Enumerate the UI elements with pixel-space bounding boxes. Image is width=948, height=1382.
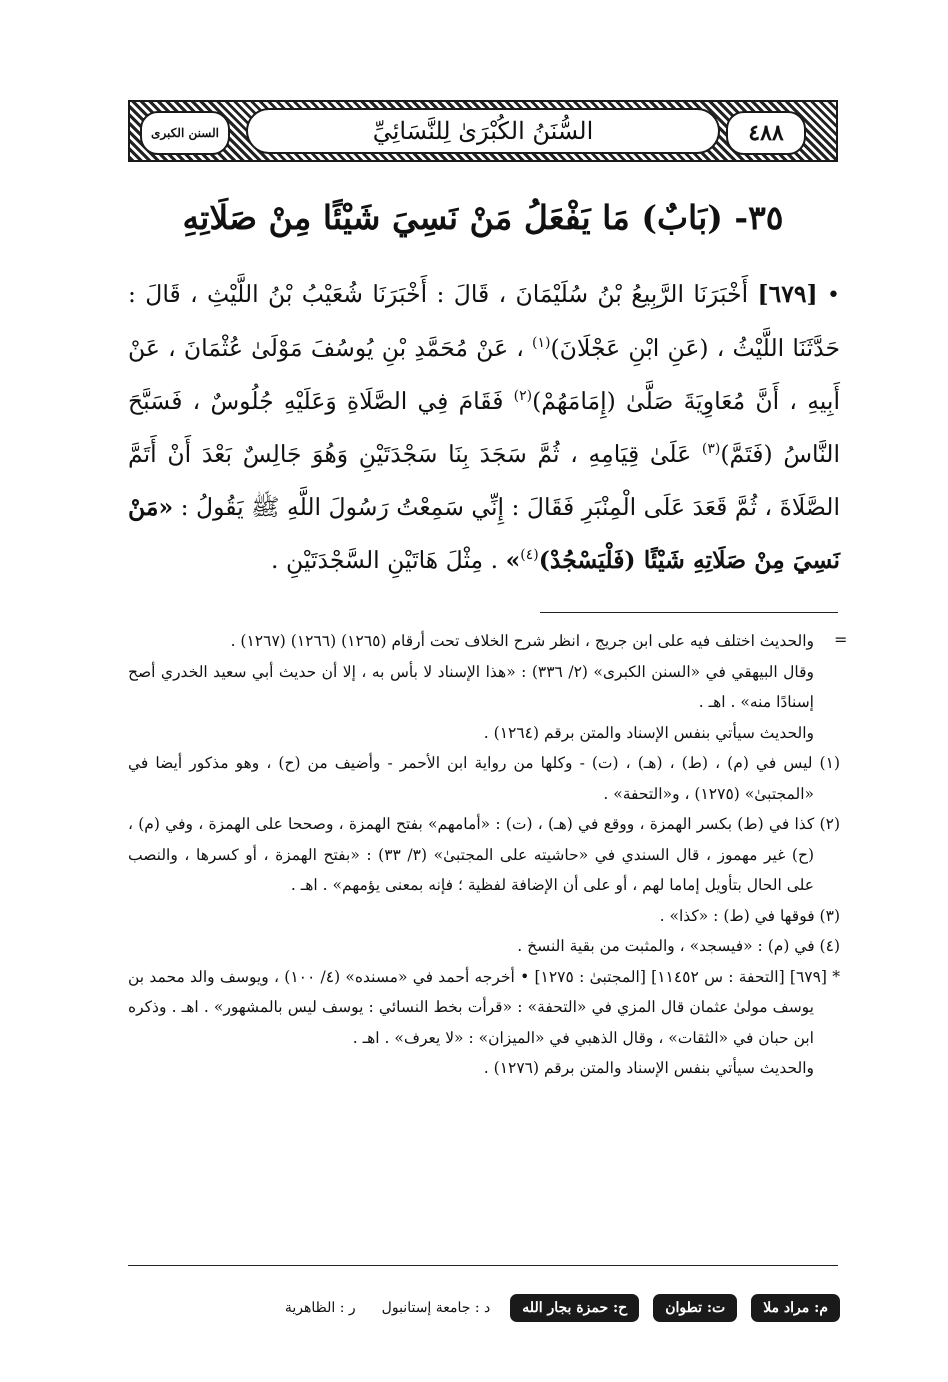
source-plain-1: د : جامعة إستانبول (381, 1300, 491, 1316)
footnote-4: (٤) في (م) : «فيسجد» ، والمثبت من بقية النسخ . (517, 937, 840, 955)
hadith-part-1: أَخْبَرَنَا الرَّبِيعُ بْنُ سُلَيْمَانَ ، قَالَ : أَخْبَرَنَا شُعَيْبُ بْنُ اللَّيْثِ ، قَالَ : حَدَّثَنَا اللَّيْثُ ، (عَنِ ابْنِ عَجْلَانَ) (128, 280, 840, 362)
hadith-part-4: عَلَىٰ قِيَامِهِ ، ثُمَّ سَجَدَ بِنَا سَجْدَتَيْنِ وَهُوَ جَالِسٌ بَعْدَ أَنْ أَتَمَّ الصَّلَاةَ ، ثُمَّ قَعَدَ عَلَى الْمِنْبَرِ فَقَالَ : إِنِّي سَمِعْتُ رَسُولَ اللَّهِ ﷺ يَقُولُ : (128, 440, 840, 521)
footnote-ref-4[interactable]: (٤) (520, 547, 539, 564)
footnote-1: (١) ليس في (م) ، (ط) ، (هـ) ، (ت) - وكلها من رواية ابن الأحمر - وأضيف من (ح) ، وهو مذكور أيضا في «المجتبىٰ» (١٢٧٥) ، و«التحفة» . (128, 754, 840, 803)
footnote-continued-2: وقال البيهقي في «السنن الكبرى» (٢/ ٣٣٦) : «هذا الإسناد لا بأس به ، إلا أن حديث أبي سعيد الخدري أصح إسنادًا منه» . اهـ . (128, 662, 814, 711)
footnote-ref-2[interactable]: (٢) (513, 388, 533, 405)
header-title-cartouche (246, 108, 720, 154)
page-header (128, 100, 838, 162)
chapter-title: ٣٥- (بَابٌ) مَا يَفْعَلُ مَنْ نَسِيَ شَيْئًا مِنْ صَلَاتِهِ (182, 198, 784, 237)
continuation-mark: = (834, 630, 848, 649)
footnote-ref-3[interactable]: (٣) (701, 441, 721, 458)
takhrij-text: [٦٧٩] [التحفة : س ١١٤٥٢] [المجتبىٰ : ١٢٧٥] • أخرجه أحمد في «مسنده» (٤/ ١٠٠) ، ويوسف والد محمد بن يوسف مولىٰ عثمان قال المزي في «التحفة» : «قرأت بخط النسائي : يوسف ليس بالمشهور» . اهـ . وذكره ابن حبان في «الثقات» ، وقال الذهبي في «الميزان» : «لا يعرف» . اهـ . (128, 967, 827, 1047)
page-number: ٤٨٨ (748, 120, 784, 146)
book-logo (140, 111, 230, 155)
source-badge-1: م: مراد ملا (751, 1294, 840, 1322)
manuscript-sources (128, 1290, 840, 1326)
bottom-divider (128, 1265, 838, 1266)
hadith-part-5: . مِثْلَ هَاتَيْنِ السَّجْدَتَيْنِ . (271, 546, 499, 574)
hadith-part-3: فَقَامَ فِي الصَّلَاةِ وَعَلَيْهِ جُلُوسٌ ، فَسَبَّحَ النَّاسُ (فَتَمَّ) (128, 387, 840, 468)
quote-close: » (505, 546, 521, 574)
logo-text: السنن الكبرى (151, 126, 219, 140)
page-number-box (726, 111, 806, 155)
source-plain-2: ر : الظاهرية (284, 1300, 356, 1316)
takhrij-star: * (832, 967, 840, 986)
footnote-continued-1: والحديث اختلف فيه على ابن جريج ، انظر شرح الخلاف تحت أرقام (١٢٦٥) (١٢٦٦) (١٢٦٧) . (230, 632, 814, 650)
footnote-3: (٣) فوقها في (ط) : «كذا» . (659, 906, 840, 925)
footnote-continued-3: والحديث سيأتي بنفس الإسناد والمتن برقم (١٢٦٤) . (483, 723, 814, 742)
prophetic-quote: «مَنْ نَسِيَ مِنْ صَلَاتِهِ شَيْئًا (فَلْيَسْجُدْ) (127, 493, 840, 574)
footnote-2: (٢) كذا في (ط) بكسر الهمزة ، ووقع في (هـ) ، (ت) : «أمامهم» بفتح الهمزة ، وصححا على الهمزة ، وفي (م) ، (ح) غير مهموز ، قال السندي في «حاشيته على المجتبىٰ» (٣/ ٣٣) : «بفتح الهمزة ، أو كسرها ، والنصب على الحال بتأويل إماما لهم ، أو على أن الإضافة لفظية ؛ فإنه بمعنى يؤمهم» . اهـ . (128, 815, 840, 894)
book-title: السُّنَنُ الكُبْرَىٰ لِلنَّسَائِيِّ (372, 117, 594, 145)
hadith-number: [٦٧٩] (757, 280, 818, 308)
source-badge-3: ح: حمزة بجار الله (510, 1294, 639, 1322)
takhrij-note (128, 962, 840, 1054)
takhrij-note-2: والحديث سيأتي بنفس الإسناد والمتن برقم (١٢٧٦) . (483, 1059, 814, 1077)
hadith-part-2: ، عَنْ مُحَمَّدِ بْنِ يُوسُفَ مَوْلَىٰ عُثْمَانَ ، عَنْ أَبِيهِ ، أَنَّ مُعَاوِيَةَ صَلَّىٰ (إِمَامَهُمْ) (128, 334, 840, 415)
footnotes (128, 626, 840, 1084)
footnote-ref-1[interactable]: (١) (532, 335, 551, 352)
footnote-divider (540, 612, 838, 613)
hadith-text (128, 268, 840, 587)
hadith-bullet: • (827, 283, 840, 308)
source-badge-2: ت: تطوان (653, 1294, 737, 1322)
